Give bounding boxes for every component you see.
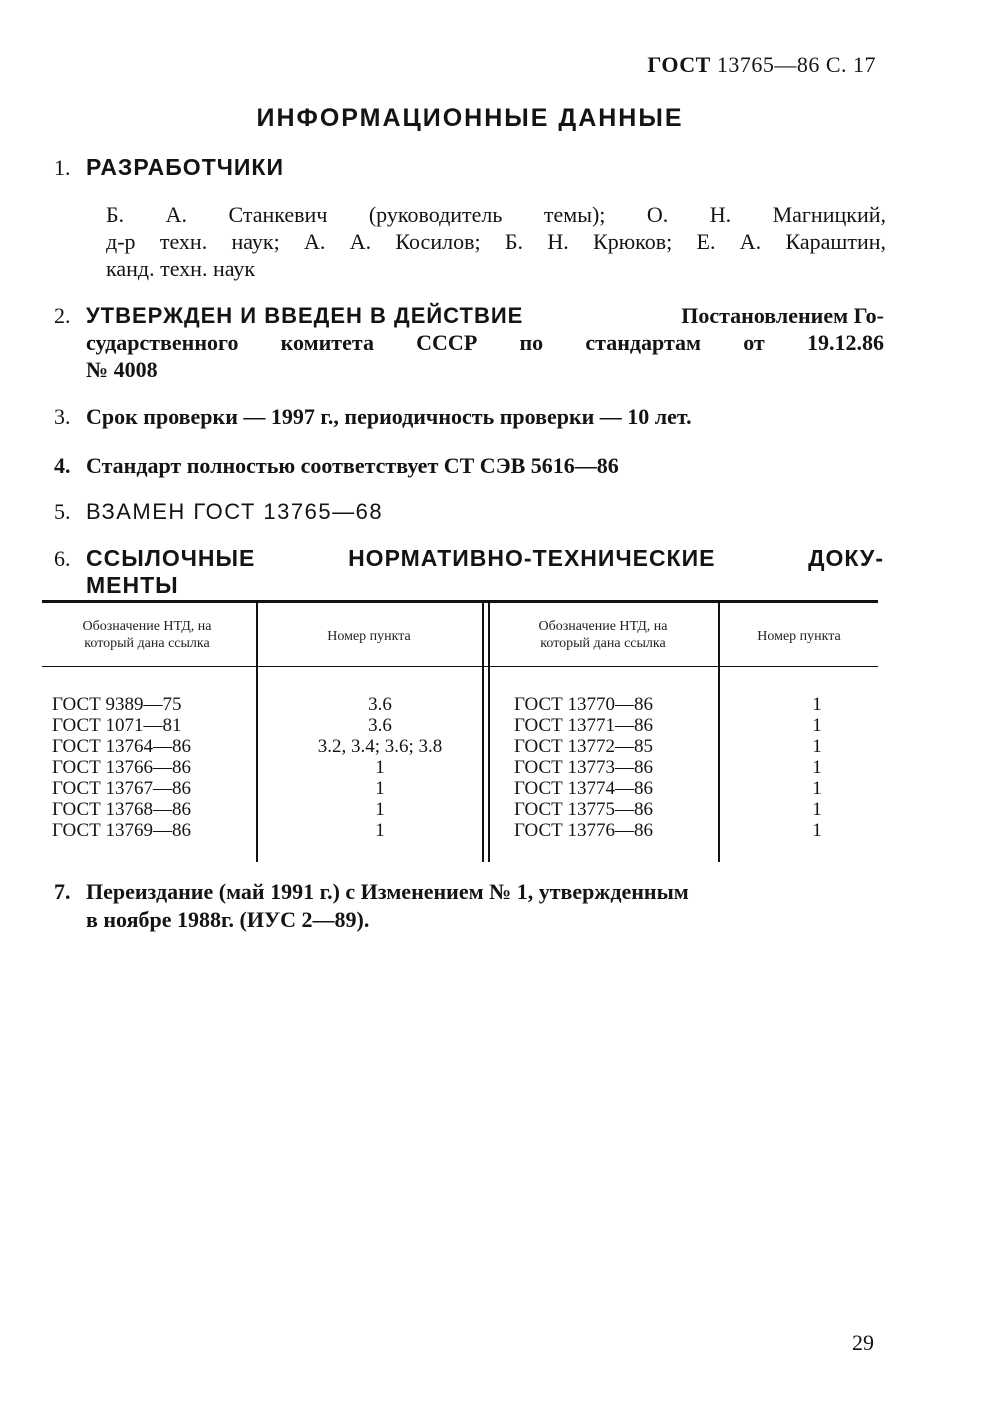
section-review-period xyxy=(54,403,884,430)
table-cell: ГОСТ 13768—86 xyxy=(52,799,191,820)
section-number: 7. xyxy=(54,879,71,904)
section-developers xyxy=(54,154,884,181)
section-reissue xyxy=(54,878,890,934)
right-doc-column xyxy=(514,694,653,841)
section-number: 4. xyxy=(54,453,71,478)
table-cell: 1 xyxy=(375,820,385,841)
section-number: 3. xyxy=(54,404,71,429)
developers-line: Б. А. Станкевич (руководитель темы); О. Н. Магницкий, xyxy=(106,202,886,227)
table-top-rule xyxy=(42,600,878,603)
approved-line-2 xyxy=(54,329,884,356)
standard-code-number: 13765—86 xyxy=(716,52,820,77)
table-cell: 3.2, 3.4; 3.6; 3.8 xyxy=(317,736,443,757)
header-item-left xyxy=(258,628,480,645)
references-table xyxy=(42,600,878,862)
references-heading-word: НОРМАТИВНО-ТЕХНИЧЕСКИЕ xyxy=(348,545,716,571)
table-cell: ГОСТ 9389—75 xyxy=(52,694,182,715)
approved-word: комитета xyxy=(280,330,374,355)
section-number: 1. xyxy=(54,155,71,180)
approved-word: 19.12.86 xyxy=(806,330,884,355)
table-cell: ГОСТ 13771—86 xyxy=(514,715,653,736)
table-cell: 3.6 xyxy=(368,715,392,736)
review-period-text: Срок проверки — 1997 г., периодичность проверки — 10 лет. xyxy=(86,404,692,429)
approved-word: от xyxy=(743,330,765,355)
header-line: Обозначение НТД, на xyxy=(82,619,212,634)
table-cell: 1 xyxy=(812,694,822,715)
table-cell: 1 xyxy=(375,799,385,820)
header-line: Обозначение НТД, на xyxy=(538,619,668,634)
left-doc-column xyxy=(52,694,191,841)
left-item-column xyxy=(292,694,468,841)
table-cell: 1 xyxy=(812,820,822,841)
approved-word: сударственного xyxy=(86,330,239,355)
header-ntd-right xyxy=(490,618,716,652)
table-cell: ГОСТ 13775—86 xyxy=(514,799,653,820)
table-header-rule xyxy=(42,666,878,667)
developers-list xyxy=(106,201,886,282)
right-item-column xyxy=(742,694,892,841)
header-line: который дана ссылка xyxy=(84,636,210,651)
table-cell: ГОСТ 13774—86 xyxy=(514,778,653,799)
references-heading-word: ССЫЛОЧНЫЕ xyxy=(86,545,256,571)
section-compliance xyxy=(54,452,884,479)
header-line: который дана ссылка xyxy=(540,636,666,651)
section-references xyxy=(54,545,884,598)
approved-line-1-rest: Постановлением Го- xyxy=(681,303,884,328)
reissue-text: Переиздание (май 1991 г.) с Изменением № 1, утвержденным xyxy=(86,879,689,904)
references-heading-continuation: МЕНТЫ xyxy=(86,572,179,598)
section-heading: УТВЕРЖДЕН И ВВЕДЕН В ДЕЙСТВИЕ xyxy=(86,303,524,328)
section-replaces xyxy=(54,498,884,525)
table-double-divider xyxy=(482,600,484,862)
developers-line: д-р техн. наук; А. А. Косилов; Б. Н. Крюков; Е. А. Караштин, xyxy=(106,229,886,254)
developers-line: канд. техн. наук xyxy=(106,256,256,281)
reissue-line-1 xyxy=(54,878,890,906)
section-number: 5. xyxy=(54,499,71,524)
standard-code-label: ГОСТ xyxy=(647,52,711,77)
table-cell: 1 xyxy=(812,757,822,778)
table-cell: ГОСТ 13770—86 xyxy=(514,694,653,715)
table-cell: ГОСТ 13773—86 xyxy=(514,757,653,778)
table-cell: 1 xyxy=(375,778,385,799)
table-cell: ГОСТ 1071—81 xyxy=(52,715,182,736)
table-cell: ГОСТ 13764—86 xyxy=(52,736,191,757)
section-heading: РАЗРАБОТЧИКИ xyxy=(86,154,284,180)
approved-line-3: № 4008 xyxy=(86,357,158,382)
section-number: 2. xyxy=(54,303,71,328)
header-item-right xyxy=(720,628,878,645)
approved-word: СССР xyxy=(416,330,478,355)
table-cell: ГОСТ 13772—85 xyxy=(514,736,653,757)
table-cell: 3.6 xyxy=(368,694,392,715)
reissue-line-2: в ноябре 1988г. (ИУС 2—89). xyxy=(86,907,370,932)
table-cell: 1 xyxy=(812,778,822,799)
header-line: Номер пункта xyxy=(757,629,841,644)
table-cell: 1 xyxy=(375,757,385,778)
running-header xyxy=(647,52,876,78)
header-page-ref: С. 17 xyxy=(825,52,876,77)
compliance-text: Стандарт полностью соответствует СТ СЭВ 5616—86 xyxy=(86,453,619,478)
approved-word: стандартам xyxy=(585,330,702,355)
page-title: ИНФОРМАЦИОННЫЕ ДАННЫЕ xyxy=(256,104,684,132)
references-heading-word: ДОКУ- xyxy=(808,545,884,571)
table-cell: ГОСТ 13776—86 xyxy=(514,820,653,841)
table-cell: ГОСТ 13766—86 xyxy=(52,757,191,778)
table-cell: 1 xyxy=(812,799,822,820)
table-cell: ГОСТ 13769—86 xyxy=(52,820,191,841)
page-number: 29 xyxy=(852,1330,874,1355)
section-number: 6. xyxy=(54,546,71,571)
table-cell: 1 xyxy=(812,736,822,757)
table-cell: 1 xyxy=(812,715,822,736)
header-ntd-left xyxy=(42,618,252,652)
approved-line-1 xyxy=(54,302,884,329)
header-line: Номер пункта xyxy=(327,629,411,644)
references-heading xyxy=(54,545,884,572)
table-cell: ГОСТ 13767—86 xyxy=(52,778,191,799)
replaces-text: ВЗАМЕН ГОСТ 13765—68 xyxy=(86,499,384,524)
approved-word: по xyxy=(519,330,544,355)
section-approved xyxy=(54,302,884,383)
